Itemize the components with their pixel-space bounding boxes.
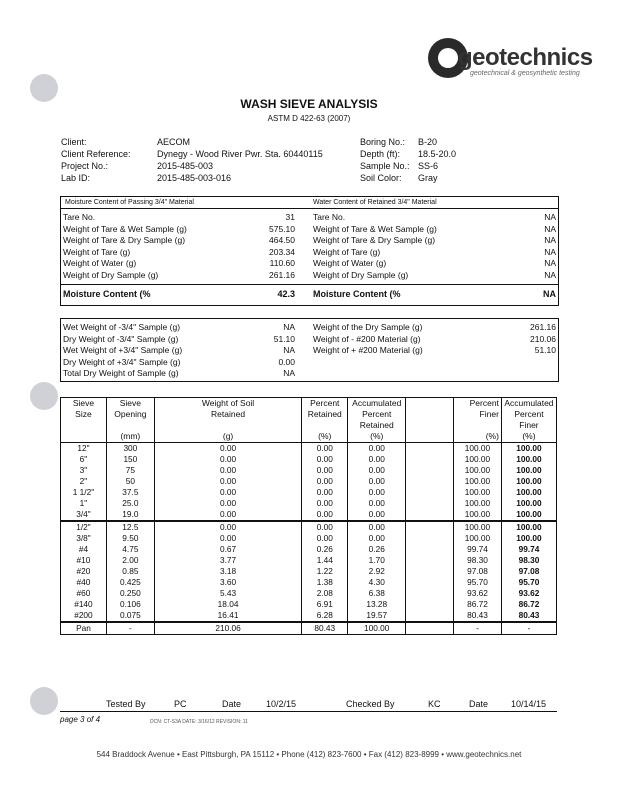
table-cell: 100.00: [348, 622, 406, 635]
table-cell: #140: [61, 599, 107, 610]
info-right-labels: Boring No.: Depth (ft): Sample No.: Soil Color:: [360, 137, 410, 183]
page-number: page 3 of 4: [60, 715, 101, 724]
info-left-values: AECOM Dynegy - Wood River Pwr. Sta. 60440115 2015-485-003 2015-485-003-016: [157, 137, 323, 183]
table-cell: 12.5: [106, 521, 154, 533]
table-cell: 0.00: [302, 443, 348, 455]
table-cell: 0.00: [154, 498, 301, 509]
table-cell: 5.43: [154, 588, 301, 599]
table-cell: 95.70: [501, 577, 556, 588]
table-cell: 0.00: [302, 476, 348, 487]
table-cell: 0.00: [302, 533, 348, 544]
table-cell: #20: [61, 566, 107, 577]
table-cell: 18.04: [154, 599, 301, 610]
table-row: [61, 465, 557, 476]
table-cell: 100.00: [454, 509, 502, 521]
table-cell: 2.00: [106, 555, 154, 566]
table-cell: 0.00: [302, 498, 348, 509]
table-cell: 25.0: [106, 498, 154, 509]
table-row: [61, 577, 557, 588]
test-date-label: Date: [222, 699, 242, 709]
tested-by-label: Tested By: [106, 699, 146, 709]
table-row: [61, 622, 557, 635]
table-cell: 95.70: [454, 577, 502, 588]
moisture-right-header: Water Content of Retained 3/4" Material: [313, 199, 437, 206]
table-cell: 16.41: [154, 610, 301, 622]
table-cell: 6": [61, 454, 107, 465]
table-cell: 99.74: [454, 544, 502, 555]
table-row: [61, 454, 557, 465]
table-cell: Pan: [61, 622, 107, 635]
table-cell: 93.62: [501, 588, 556, 599]
footer-rule: [60, 711, 557, 712]
table-cell: 0.67: [154, 544, 301, 555]
info-right-values: B-20 18.5-20.0 SS-6 Gray: [418, 137, 457, 183]
table-cell: 0.26: [302, 544, 348, 555]
table-row: [61, 555, 557, 566]
table-cell: #4: [61, 544, 107, 555]
logo-text: geotechnics: [458, 44, 593, 71]
table-cell: 3.60: [154, 577, 301, 588]
table-cell: 100.00: [454, 465, 502, 476]
table-cell: 1.22: [302, 566, 348, 577]
table-cell: -: [106, 622, 154, 635]
table-cell: 13.28: [348, 599, 406, 610]
test-date-value: 10/2/15: [266, 699, 297, 709]
table-cell: 19.0: [106, 509, 154, 521]
table-cell: 99.74: [501, 544, 556, 555]
table-cell: 93.62: [454, 588, 502, 599]
table-cell: 86.72: [501, 599, 556, 610]
table-cell: 100.00: [501, 533, 556, 544]
table-cell: 100.00: [501, 443, 556, 455]
table-cell: 100.00: [501, 487, 556, 498]
table-cell: 100.00: [501, 476, 556, 487]
table-cell: 2.92: [348, 566, 406, 577]
table-cell: 4.75: [106, 544, 154, 555]
table-cell: 9.50: [106, 533, 154, 544]
table-row: [61, 443, 557, 455]
table-cell: 0.00: [302, 454, 348, 465]
table-row: [61, 476, 557, 487]
table-cell: 100.00: [501, 498, 556, 509]
table-cell: 80.43: [501, 610, 556, 622]
sample-weights-box: [60, 318, 559, 382]
table-cell: -: [501, 622, 556, 635]
table-cell: 19.57: [348, 610, 406, 622]
table-cell: 100.00: [454, 533, 502, 544]
table-cell: 1.70: [348, 555, 406, 566]
report-standard: ASTM D 422-63 (2007): [267, 114, 351, 123]
moisture-content-rlabel: Moisture Content (%: [313, 289, 401, 299]
table-cell: 100.00: [501, 454, 556, 465]
table-cell: #40: [61, 577, 107, 588]
info-left-labels: Client: Client Reference: Project No.: Lab ID:: [61, 137, 131, 183]
binder-hole: [30, 382, 58, 410]
table-cell: 0.00: [302, 509, 348, 521]
table-cell: #200: [61, 610, 107, 622]
weights-left-labels: Wet Weight of -3/4" Sample (g) Dry Weight of -3/4" Sample (g) Wet Weight of +3/4" Sample (g) Dry Weight of +3/4" Sample (g) Total Dry Weight of Sample (g): [63, 322, 183, 378]
moisture-left-header: Moisture Content of Passing 3/4" Material: [65, 199, 194, 206]
table-cell: 0.00: [348, 498, 406, 509]
company-address: 544 Braddock Avenue • East Pittsburgh, PA 15112 • Phone (412) 823-7600 • Fax (412) 823-8999 • www.geotechnics.net: [96, 750, 522, 759]
table-row: [61, 487, 557, 498]
table-row: [61, 588, 557, 599]
table-cell: 210.06: [154, 622, 301, 635]
table-cell: 37.5: [106, 487, 154, 498]
logo-tagline: geotechnical & geosynthetic testing: [470, 70, 580, 77]
table-row: [61, 610, 557, 622]
table-cell: 0.075: [106, 610, 154, 622]
table-cell: 0.00: [348, 533, 406, 544]
table-cell: 0.00: [348, 521, 406, 533]
moisture-content-value: 42.3: [277, 289, 295, 299]
weights-right-labels: Weight of the Dry Sample (g) Weight of - #200 Material (g) Weight of + #200 Material (g): [313, 322, 423, 355]
table-row: [61, 533, 557, 544]
table-cell: 1 1/2": [61, 487, 107, 498]
table-cell: 50: [106, 476, 154, 487]
table-cell: 1/2": [61, 521, 107, 533]
check-date-label: Date: [469, 699, 489, 709]
table-cell: 2": [61, 476, 107, 487]
table-cell: 0.425: [106, 577, 154, 588]
table-cell: 0.00: [154, 443, 301, 455]
sieve-table: Sieve Sieve Weight of Soil Percent Accumulated Percent Accumulated Size Opening Retained Retained Percent Finer Percent Retained Finer (mm) (g) (%) (%) (%) (%) 12" 300 0.00 0.00 0.00 100.00 100.00 6" 150 0.00 0.00 0.00 100.00 100.00 3" 75 0.00 0.00 0.00 100.00 100.00 2" 50 0.00 0.00 0.00 100.00 100.00 1 1/2" 37.5 0.00 0.00 0.00 100.00 100.00 1" 25.0 0.00 0.00 0.00 100.00 100.00 3/4" 19.0 0.00 0.00 0.00 100.00 100.00 1/2" 12.5 0.00 0.00 0.00 100.00 100.00 3/8" 9.50 0.00 0.00 0.00 100.00 100.00 #4 4.75 0.67 0.26 0.26 99.74 99.74 #10 2.00 3.77 1.44 1.70 98.30 98.30 #20 0.85 3.18 1.22 2.92 97.08 97.08 #40 0.425 3.60 1.38 4.30 95.70 95.70 #60 0.250 5.43 2.08 6.38 93.62 93.62 #140 0.106 18.04 6.91 13.28 86.72 86.72 #200 0.075 16.41 6.28 19.57 80.43 80.43 Pan - 210.06 80.43 100.00 - -: [60, 397, 557, 635]
table-cell: 2.08: [302, 588, 348, 599]
moisture-content-rvalue: NA: [543, 289, 556, 299]
table-cell: 0.00: [154, 509, 301, 521]
report-title: WASH SIEVE ANALYSIS: [240, 97, 378, 111]
moisture-left-labels: Tare No. Weight of Tare & Wet Sample (g) Weight of Tare & Dry Sample (g) Weight of Tare (g) Weight of Water (g) Weight of Dry Sample (g): [63, 212, 187, 280]
table-cell: 3/8": [61, 533, 107, 544]
table-cell: 3": [61, 465, 107, 476]
table-cell: 0.00: [302, 465, 348, 476]
table-cell: 100.00: [454, 454, 502, 465]
table-cell: 0.00: [154, 465, 301, 476]
table-row: [61, 544, 557, 555]
table-cell: 100.00: [454, 476, 502, 487]
table-cell: 98.30: [501, 555, 556, 566]
table-cell: 100.00: [454, 521, 502, 533]
table-cell: 75: [106, 465, 154, 476]
table-cell: 80.43: [454, 610, 502, 622]
table-cell: 0.00: [348, 454, 406, 465]
table-cell: 0.00: [302, 521, 348, 533]
table-cell: 97.08: [454, 566, 502, 577]
table-cell: 4.30: [348, 577, 406, 588]
table-row: [61, 509, 557, 521]
table-cell: 0.00: [154, 487, 301, 498]
table-cell: 0.00: [154, 454, 301, 465]
table-row: [61, 521, 557, 533]
table-cell: 0.00: [154, 533, 301, 544]
table-cell: 0.250: [106, 588, 154, 599]
table-cell: 1.38: [302, 577, 348, 588]
moisture-content-box: [60, 196, 559, 306]
table-cell: 0.00: [154, 521, 301, 533]
table-cell: 100.00: [501, 521, 556, 533]
table-cell: 97.08: [501, 566, 556, 577]
table-cell: 6.91: [302, 599, 348, 610]
table-cell: 12": [61, 443, 107, 455]
table-cell: 0.00: [302, 487, 348, 498]
table-cell: 6.28: [302, 610, 348, 622]
moisture-left-values: 31 575.10 464.50 203.34 110.60 261.16: [269, 212, 295, 280]
table-cell: 0.00: [348, 487, 406, 498]
table-cell: 3/4": [61, 509, 107, 521]
weights-right-values: 261.16 210.06 51.10: [530, 322, 556, 355]
table-cell: 98.30: [454, 555, 502, 566]
table-row: [61, 599, 557, 610]
moisture-right-values: NA NA NA NA NA NA: [544, 212, 556, 280]
table-cell: 0.00: [154, 476, 301, 487]
weights-left-values: NA 51.10 NA 0.00 NA: [273, 322, 295, 378]
moisture-right-labels: Tare No. Weight of Tare & Wet Sample (g) Weight of Tare & Dry Sample (g) Weight of Tare (g) Weight of Water (g) Weight of Dry Sample (g): [313, 212, 437, 280]
table-cell: 3.77: [154, 555, 301, 566]
table-cell: 150: [106, 454, 154, 465]
binder-hole: [30, 687, 58, 715]
table-cell: 0.00: [348, 465, 406, 476]
table-cell: 100.00: [454, 498, 502, 509]
table-cell: 0.00: [348, 443, 406, 455]
table-cell: 0.106: [106, 599, 154, 610]
table-cell: 0.85: [106, 566, 154, 577]
table-cell: 1": [61, 498, 107, 509]
moisture-content-label: Moisture Content (%: [63, 289, 151, 299]
checked-by-value: KC: [428, 699, 441, 709]
tested-by-value: PC: [174, 699, 187, 709]
table-cell: 6.38: [348, 588, 406, 599]
table-cell: 100.00: [501, 509, 556, 521]
table-row: [61, 498, 557, 509]
checked-by-label: Checked By: [346, 699, 395, 709]
table-cell: 100.00: [501, 465, 556, 476]
table-cell: 80.43: [302, 622, 348, 635]
check-date-value: 10/14/15: [511, 699, 547, 709]
table-cell: 100.00: [454, 487, 502, 498]
table-cell: 86.72: [454, 599, 502, 610]
table-cell: #60: [61, 588, 107, 599]
table-cell: #10: [61, 555, 107, 566]
table-cell: -: [454, 622, 502, 635]
table-cell: 0.26: [348, 544, 406, 555]
table-cell: 100.00: [454, 443, 502, 455]
table-cell: 1.44: [302, 555, 348, 566]
table-row: [61, 566, 557, 577]
table-cell: 300: [106, 443, 154, 455]
table-cell: 3.18: [154, 566, 301, 577]
document-control: DCN: CT-S3A DATE: 3/16/12 REVISION: 11: [150, 719, 248, 725]
table-cell: 0.00: [348, 509, 406, 521]
table-cell: 0.00: [348, 476, 406, 487]
